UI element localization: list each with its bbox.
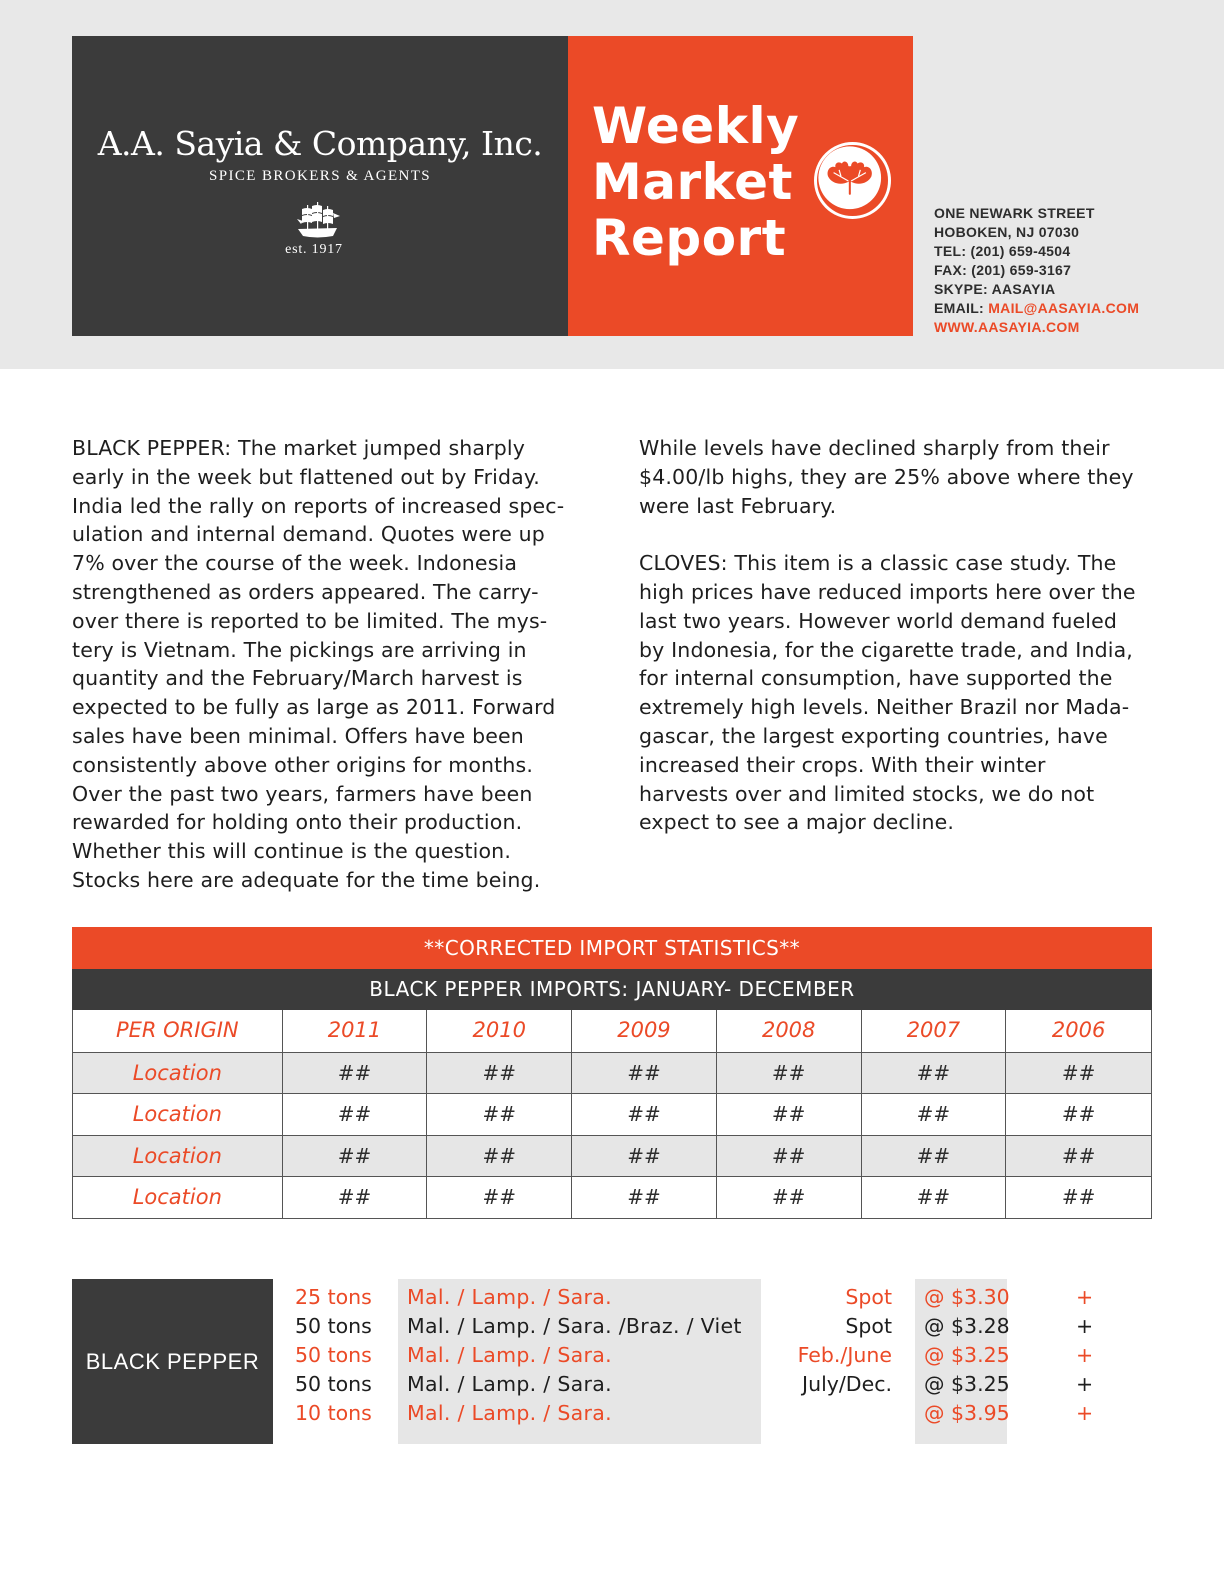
quote-row [72,1341,1152,1370]
quote-origin: Mal. / Lamp. / Sara. [407,1401,612,1425]
black-pepper-paragraph: BLACK PEPPER: The market jumped sharply early in the week but flattened out by Friday. India led the rally on reports of increased spec- ulation and internal demand. Quotes were up 7% over the course of the week. Indonesia strengthened as orders appeared. The carry- over there is reported to be limited. The mys- tery is Vietnam. The pickings are arriving in quantity and the February/March harvest is expected to be fully as large as 2011. Forward sales have been minimal. Offers have been consistently above other origins for months. Over the past two years, farmers have been rewarded for holding onto their production. Whether this will continue is the question. Stocks here are adequate for the time being. [72,436,565,892]
company-tagline: SPICE BROKERS & AGENTS [208,168,432,184]
value-cell: ## [716,1053,861,1094]
contact-block [934,204,1139,337]
quote-origin: Mal. / Lamp. / Sara. [407,1372,612,1396]
title-line: Report [592,209,787,267]
title-line: Weekly [592,97,800,155]
article-right-column [639,434,1159,837]
quote-period: Spot [845,1314,892,1338]
quote-origin: Mal. / Lamp. / Sara. [407,1285,612,1309]
table-header-row [73,1010,1151,1052]
table-row [73,1176,1151,1218]
stats-grid [72,1010,1152,1219]
title-line: Market [592,153,793,211]
value-cell: ## [282,1177,427,1218]
column-header: PER ORIGIN [115,1018,239,1042]
value-cell: ## [1005,1053,1151,1094]
continuation-paragraph: While levels have declined sharply from their $4.00/lb highs, they are 25% above where they were last February. [639,436,1134,518]
contact-skype: SKYPE: AASAYIA [934,281,1056,297]
report-title [592,98,799,266]
quote-row [72,1283,1152,1312]
contact-street: ONE NEWARK STREET [934,205,1095,221]
quote-period: Feb./June [797,1343,892,1367]
quote-change: + [1076,1285,1094,1309]
value-cell: ## [571,1177,716,1218]
price-quotes [72,1279,1152,1444]
table-row [73,1052,1151,1094]
value-cell: ## [861,1053,1006,1094]
quote-row [72,1312,1152,1341]
column-header: 2008 [716,1010,861,1052]
table-row [73,1093,1151,1135]
quote-price: @ $3.95 [924,1401,1010,1425]
quote-origin: Mal. / Lamp. / Sara. /Braz. / Viet [407,1314,742,1338]
contact-email-row [934,299,1139,318]
quote-change: + [1076,1343,1094,1367]
leaf-badge [814,142,891,219]
value-cell: ## [716,1136,861,1177]
company-name: A.A. Sayia & Company, Inc. [97,124,543,163]
value-cell: ## [571,1094,716,1135]
quote-change: + [1076,1314,1094,1338]
value-cell: ## [282,1094,427,1135]
quote-quantity: 50 tons [295,1314,372,1338]
leaf-icon [817,145,888,216]
stats-banner: **CORRECTED IMPORT STATISTICS** [72,927,1152,969]
column-header: 2010 [426,1010,571,1052]
table-row [73,1135,1151,1177]
value-cell: ## [426,1053,571,1094]
quote-period: July/Dec. [802,1372,892,1396]
quote-origin: Mal. / Lamp. / Sara. [407,1343,612,1367]
header-band [0,0,1224,369]
quote-row [72,1370,1152,1399]
quote-row [72,1399,1152,1428]
value-cell: ## [861,1136,1006,1177]
value-cell: ## [716,1177,861,1218]
value-cell: ## [282,1053,427,1094]
quote-quantity: 10 tons [295,1401,372,1425]
origin-cell: Location [132,1143,222,1168]
quote-quantity: 50 tons [295,1343,372,1367]
contact-tel: TEL: (201) 659-4504 [934,243,1071,259]
quote-price: @ $3.30 [924,1285,1010,1309]
column-header: 2007 [861,1010,1006,1052]
quote-price: @ $3.28 [924,1314,1010,1338]
value-cell: ## [861,1177,1006,1218]
value-cell: ## [282,1136,427,1177]
stats-subtitle: BLACK PEPPER IMPORTS: JANUARY- DECEMBER [72,969,1152,1010]
origin-cell: Location [132,1060,222,1085]
website-link[interactable]: WWW.AASAYIA.COM [934,319,1080,335]
origin-cell: Location [132,1102,222,1126]
quote-change: + [1076,1372,1094,1396]
value-cell: ## [426,1094,571,1135]
established-line: est. 1917 [285,242,343,257]
quote-quantity: 50 tons [295,1372,372,1396]
sailing-ship-icon [293,201,341,241]
value-cell: ## [571,1136,716,1177]
contact-city: HOBOKEN, NJ 07030 [934,224,1080,240]
article-left-column [72,434,592,895]
quote-price: @ $3.25 [924,1372,1010,1396]
contact-fax: FAX: (201) 659-3167 [934,262,1072,278]
cloves-paragraph: CLOVES: This item is a classic case study. The high prices have reduced imports here over the last two years. However world demand fueled by Indonesia, for the cigarette trade, and India, for internal consumption, have supported the extremely high levels. Neither Brazil nor Mada- gascar, the largest exporting countries, have increased their crops. With their winter harvests over and limited stocks, we do not expect to see a major decline. [639,551,1136,835]
email-label: EMAIL: [934,300,989,316]
email-link[interactable]: MAIL@AASAYIA.COM [988,300,1140,316]
value-cell: ## [426,1136,571,1177]
quote-change: + [1076,1401,1094,1425]
quote-quantity: 25 tons [295,1285,372,1309]
brand-block [72,36,568,336]
quote-price: @ $3.25 [924,1343,1010,1367]
column-header: 2011 [282,1010,427,1052]
title-block [568,36,913,336]
value-cell: ## [571,1053,716,1094]
value-cell: ## [1005,1094,1151,1135]
origin-cell: Location [132,1185,222,1209]
column-header: 2006 [1005,1010,1151,1052]
value-cell: ## [861,1094,1006,1135]
column-header: 2009 [571,1010,716,1052]
value-cell: ## [426,1177,571,1218]
commodity-label: BLACK PEPPER [72,1279,273,1444]
value-cell: ## [1005,1136,1151,1177]
value-cell: ## [1005,1177,1151,1218]
value-cell: ## [716,1094,861,1135]
import-statistics-table [72,927,1152,1219]
quote-period: Spot [845,1285,892,1309]
